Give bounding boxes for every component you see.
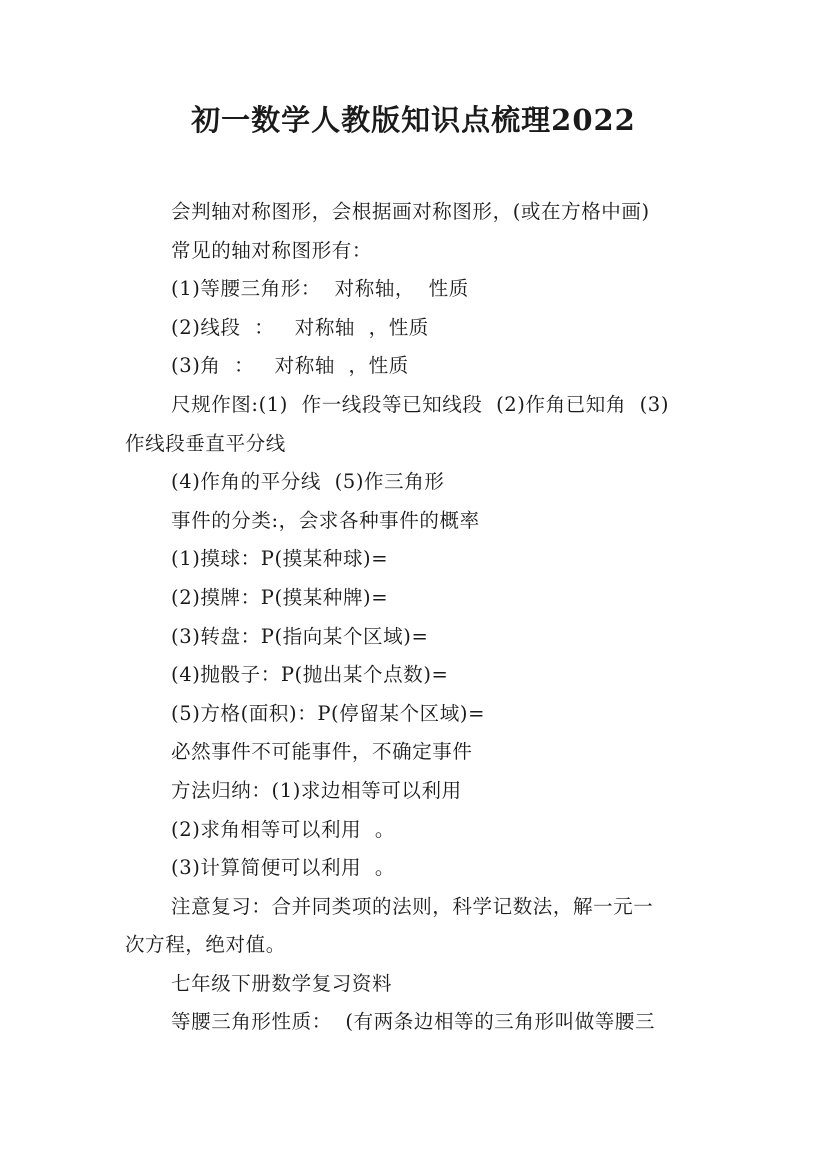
text-line: (3)计算简便可以利用 。 — [171, 856, 395, 880]
text-line: (2)线段 ： 对称轴 ，性质 — [171, 315, 429, 339]
document-body — [125, 193, 715, 1042]
text-line: (3)角 ： 对称轴 ，性质 — [171, 354, 409, 378]
text-line: 会判轴对称图形，会根据画对称图形，(或在方格中画) — [171, 200, 650, 223]
text-line: (3)转盘：P(指向某个区域)= — [171, 624, 429, 648]
text-line: (1)等腰三角形： 对称轴， 性质 — [171, 277, 469, 301]
text-line: 注意复习：合并同类项的法则，科学记数法，解一元一 — [171, 894, 654, 918]
text-line: 常见的轴对称图形有： — [171, 238, 373, 262]
text-line: (1)摸球：P(摸某种球)= — [171, 547, 389, 571]
text-line: 尺规作图:(1) 作一线段等已知线段 (2)作角已知角 (3) — [171, 392, 670, 416]
text-line: 次方程，绝对值。 — [125, 933, 286, 957]
document-title: 初一数学人教版知识点梳理2022 — [191, 103, 636, 137]
text-line: 事件的分类:，会求各种事件的概率 — [171, 508, 480, 532]
text-line: 作线段垂直平分线 — [125, 431, 286, 455]
text-line: (2)摸牌：P(摸某种牌)= — [171, 585, 389, 609]
text-line: (2)求角相等可以利用 。 — [171, 817, 395, 841]
text-line: 等腰三角形性质： (有两条边相等的三角形叫做等腰三 — [171, 1010, 656, 1034]
text-line: (4)抛骰子：P(抛出某个点数)= — [171, 663, 449, 687]
text-line: 方法归纳：(1)求边相等可以利用 — [171, 778, 462, 802]
text-line: (5)方格(面积)：P(停留某个区域)= — [171, 701, 486, 725]
text-line: 必然事件不可能事件，不确定事件 — [171, 740, 473, 764]
text-line: (4)作角的平分线 (5)作三角形 — [171, 470, 445, 494]
text-line: 七年级下册数学复习资料 — [171, 971, 393, 995]
